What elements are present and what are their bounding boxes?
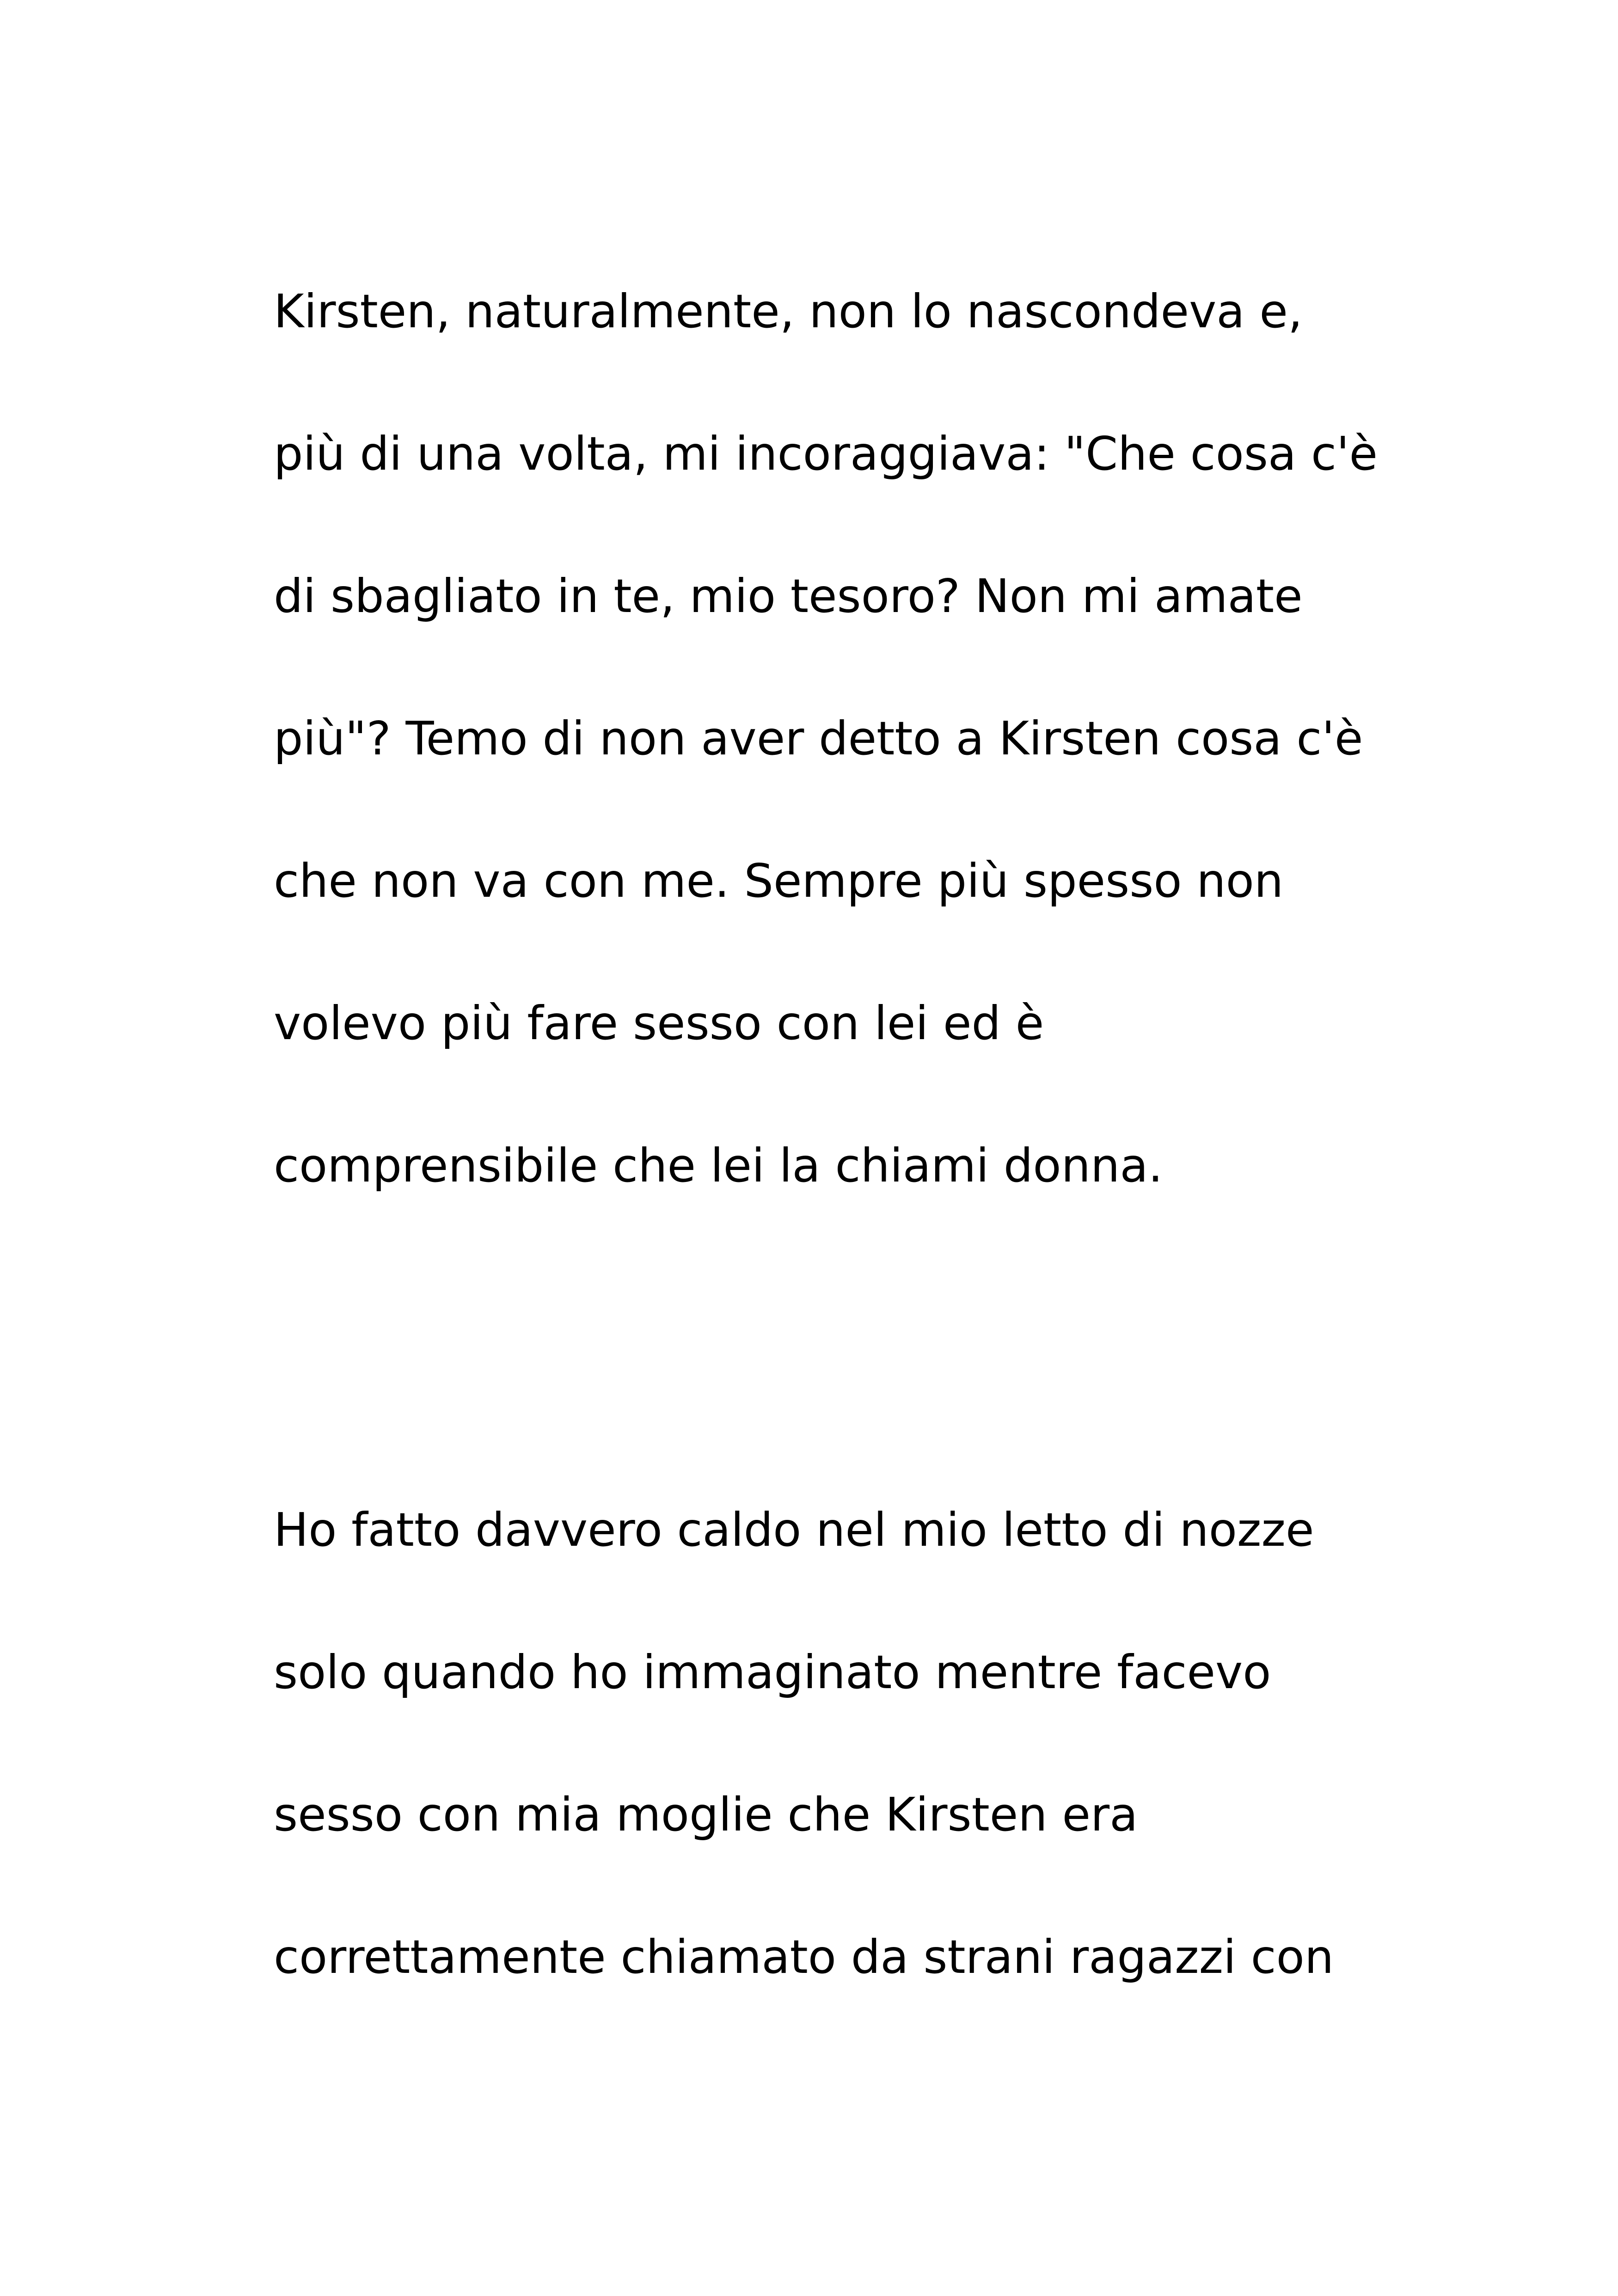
text-line: più"? Temo di non aver detto a Kirsten cosa c'è [274,711,1363,765]
text-line: correttamente chiamato da strani ragazzi con [274,1930,1334,1984]
text-line: Ho fatto davvero caldo nel mio letto di nozze [274,1503,1314,1557]
text-line: comprensibile che lei la chiami donna. [274,1139,1163,1193]
text-line: che non va con me. Sempre più spesso non [274,854,1284,908]
text-line: di sbagliato in te, mio tesoro? Non mi amate [274,569,1303,623]
text-line: sesso con mia moglie che Kirsten era [274,1788,1138,1842]
text-line: Kirsten, naturalmente, non lo nascondeva e, [274,284,1303,338]
text-line: più di una volta, mi incoraggiava: "Che cosa c'è [274,427,1378,481]
text-line: volevo più fare sesso con lei ed è [274,996,1044,1050]
text-line: solo quando ho immaginato mentre facevo [274,1645,1271,1699]
